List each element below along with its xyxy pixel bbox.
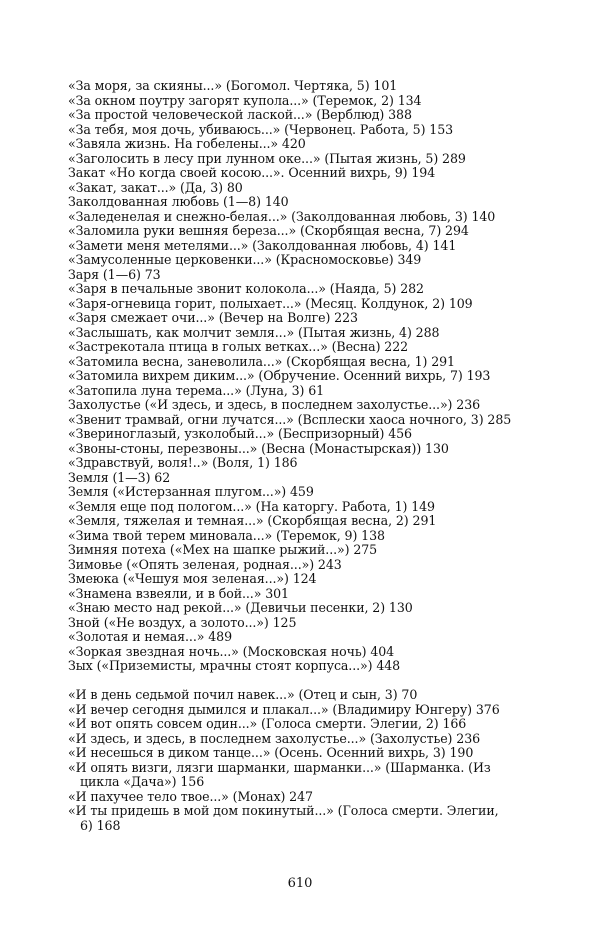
index-entry: Зимовье («Опять зеленая, родная...») 243 [68, 557, 342, 572]
index-entry: «Звоны-стоны, перезвоны...» (Весна (Монастырская)) 130 [68, 441, 449, 456]
index-entry: «Земля, тяжелая и темная...» (Скорбящая весна, 2) 291 [68, 514, 437, 528]
entry-line-continued: 6) 168 [80, 818, 121, 833]
index-entry: Заря (1—6) 73 [68, 267, 161, 282]
index-entry: «Застрекотала птица в голых ветках...» (Весна) 222 [68, 340, 409, 354]
index-entry-sharmanka-cont [68, 775, 534, 790]
index-group-z [68, 79, 534, 674]
index-entry: «Затомила весна, заневолила...» (Скорбящая весна, 1) 291 [68, 354, 455, 369]
index-entry: «Звенит трамвай, огни лучатся...» (Всплески хаоса ночного, 3) 285 [68, 412, 512, 427]
index-entry: «Зима твой терем миновала...» (Теремок, 9) 138 [68, 528, 385, 543]
index-entry: Зых («Приземисты, мрачны стоят корпуса...») 448 [68, 659, 401, 673]
page-number: 610 [287, 876, 313, 891]
index-entry: «Заря смежает очи...» (Вечер на Волге) 223 [68, 311, 358, 325]
index-entry: «И вот опять совсем один...» (Голоса смерти. Элегии, 2) 166 [68, 717, 467, 731]
index-entry: «За тебя, моя дочь, убиваюсь...» (Червонец. Работа, 5) 153 [68, 122, 454, 137]
index-entry: «За простой человеческой лаской...» (Верблюд) 388 [68, 108, 412, 122]
index-entry: «Закат, закат...» (Да, 3) 80 [68, 180, 243, 195]
index-entry: «Знамена взвеяли, и в бой...» 301 [68, 586, 289, 601]
index-entry: «Зоркая звездная ночь...» (Московская ночь) 404 [68, 644, 395, 659]
index-entry-pakhuchee: «И пахучее тело твое...» (Монах) 247 [68, 789, 313, 804]
index-entry: Земля («Истерзанная плугом...») 459 [68, 485, 314, 499]
index-entry: «И несешься в диком танце...» (Осень. Осенний вихрь, 3) 190 [68, 746, 474, 760]
index-entry: Земля (1—3) 62 [68, 470, 171, 485]
index-entry: Зной («Не воздух, а золото...») 125 [68, 615, 297, 630]
index-entry: Змеюка («Чешуя моя зеленая...») 124 [68, 572, 317, 586]
index-entry: «За окном поутру загорят купола...» (Теремок, 2) 134 [68, 93, 422, 108]
entry-line-continued: цикла «Дача») 156 [80, 775, 205, 789]
index-entry-pridesh-cont [68, 819, 534, 834]
index-entry: «За моря, за скияны...» (Богомол. Чертяка, 5) 101 [68, 79, 398, 93]
index-entry: «И в день седьмой почил навек...» (Отец и сын, 3) 70 [68, 688, 418, 702]
index-entry: Закат «Но когда своей косою...». Осенний вихрь, 9) 194 [68, 166, 436, 180]
index-entry-pridesh [68, 804, 534, 819]
index-entry: «Здравствуй, воля!..» (Воля, 1) 186 [68, 456, 298, 470]
index-entry: «Заломила руки вешняя береза...» (Скорбящая весна, 7) 294 [68, 224, 469, 238]
index-entry: «Звериноглазый, узколобый...» (Беспризорный) 456 [68, 427, 412, 441]
index-entry: «Затопила луна терема...» (Луна, 3) 61 [68, 383, 325, 398]
index-entry-sharmanka [68, 761, 534, 776]
index-entry: «Заря-огневица горит, полыхает...» (Месяц. Колдунок, 2) 109 [68, 296, 473, 311]
index-entry: «Замети меня метелями...» (Заколдованная любовь, 4) 141 [68, 238, 457, 253]
index-group-i [68, 688, 534, 761]
index-entry: «И здесь, и здесь, в последнем захолустье...» (Захолустье) 236 [68, 731, 481, 746]
index-entry: «Заголосить в лесу при лунном оке...» (Пытая жизнь, 5) 289 [68, 151, 466, 166]
index-entry: «Золотая и немая...» 489 [68, 630, 232, 644]
index-entry: Заколдованная любовь (1—8) 140 [68, 195, 289, 209]
index-entry: Захолустье («И здесь, и здесь, в последнем захолустье...») 236 [68, 398, 481, 412]
index-entry: «Завяла жизнь. На гобелены...» 420 [68, 137, 306, 151]
entry-line: «И опять визги, лязги шарманки, шарманки...» (Шарманка. (Из [68, 760, 491, 775]
index-entry: «Земля еще под пологом...» (На каторгу. Работа, 1) 149 [68, 499, 435, 514]
index-entry: «Затомила вихрем диким...» (Обручение. Осенний вихрь, 7) 193 [68, 369, 491, 383]
index-entry: Зимняя потеха («Мех на шапке рыжий...») 275 [68, 543, 378, 557]
index-entry: «Замусоленные церковенки...» (Красномосковье) 349 [68, 253, 422, 267]
index-entry: «Знаю место над рекой...» (Девичьи песенки, 2) 130 [68, 601, 413, 615]
index-entry: «Заледенелая и снежно-белая...» (Заколдованная любовь, 3) 140 [68, 209, 496, 224]
index-entry: «И вечер сегодня дымился и плакал...» (Владимиру Юнгеру) 376 [68, 702, 500, 717]
entry-line: «И ты придешь в мой дом покинутый...» (Голоса смерти. Элегии, [68, 804, 499, 818]
index-entries [68, 79, 534, 833]
index-entry: «Заря в печальные звонит колокола...» (Наяда, 5) 282 [68, 282, 424, 296]
group-spacer [68, 674, 534, 689]
index-entry: «Заслышать, как молчит земля...» (Пытая жизнь, 4) 288 [68, 325, 440, 340]
